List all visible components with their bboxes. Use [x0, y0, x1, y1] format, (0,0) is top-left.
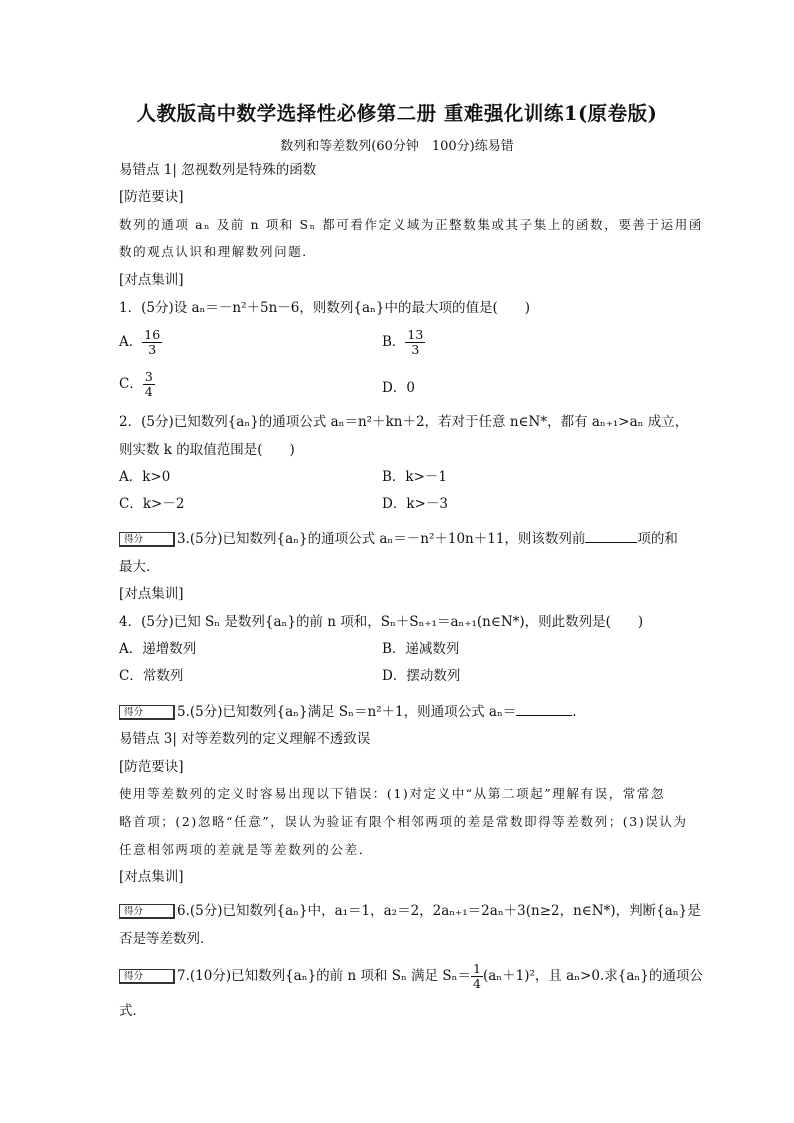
q1-option-b [382, 328, 425, 357]
section3-guide-line2: 略首项；(2)忽略“任意”，误认为验证有限个相邻两项的差是常数即得等差数列；(3)误认为 [119, 814, 688, 829]
section1-practice-label: [对点集训] [119, 272, 184, 288]
q6-stem-line1: 得分 6.(5分)已知数列{aₙ}中，a₁＝1，a₂＝2，2aₙ₊₁＝2aₙ＋3(n≥2，n∈N*)，判断{aₙ}是 [119, 902, 701, 920]
section3-heading: 易错点 3| 对等差数列的定义理解不透致误 [119, 731, 371, 747]
q4-option-a: A．递增数列 [119, 641, 197, 657]
q2-option-d: D．k>－3 [382, 496, 448, 512]
q3-stem: 得分 3.(5分)已知数列{aₙ}的通项公式 aₙ＝－n²＋10n＋11，则该数列前 项的和 [119, 530, 678, 548]
q4-option-b: B．递减数列 [382, 641, 460, 657]
q1-stem: 1．(5分)设 aₙ＝－n²＋5n－6，则数列{aₙ}中的最大项的值是( ) [119, 300, 530, 316]
section1-guide-label: [防范要诀] [119, 189, 184, 205]
section1-guide-line1: 数列的通项 aₙ 及前 n 项和 Sₙ 都可看作定义域为正整数集或其子集上的函数，要善于运用函 [119, 217, 703, 232]
q4-option-c: C．常数列 [119, 668, 184, 684]
q4-option-d: D．摆动数列 [382, 668, 461, 684]
fraction: $\frac{16}{3}$ [144, 327, 161, 357]
option-label: C． [119, 376, 143, 392]
section1-guide-line2: 数的观点认识和理解数列问题． [119, 244, 317, 259]
q4-stem: 4．(5分)已知 Sₙ 是数列{aₙ}的前 n 项和，Sₙ＋Sₙ₊₁＝aₙ₊₁(n∈N*)，则此数列是( ) [119, 614, 644, 630]
fraction: $\frac{1}{4}$ [473, 961, 481, 991]
q6-stem-line2: 否是等差数列． [119, 931, 214, 947]
answer-blank[interactable] [516, 703, 572, 716]
section3-guide-line1: 使用等差数列的定义时容易出现以下错误：(1)对定义中“从第二项起”理解有误，常常忽 [119, 786, 666, 801]
q2-option-c: C．k>－2 [119, 496, 185, 512]
q2-option-a: A．k>0 [119, 469, 171, 485]
section3-guide-line3: 任意相邻两项的差就是等差数列的公差． [119, 842, 373, 857]
fraction: $\frac{13}{3}$ [407, 327, 424, 357]
q1-option-c [119, 370, 155, 399]
document-subtitle: 数列和等差数列(60分钟 100分)练易错 [280, 139, 514, 154]
q2-stem-line1: 2．(5分)已知数列{aₙ}的通项公式 aₙ＝n²＋kn＋2，若对于任意 n∈N*，都有 aₙ₊₁>aₙ 成立， [119, 414, 689, 430]
q2-stem-line2: 则实数 k 的取值范围是( ) [119, 442, 295, 458]
fraction: $\frac{3}{4}$ [144, 369, 153, 399]
answer-blank[interactable] [585, 530, 637, 543]
q2-option-b: B．k>－1 [382, 469, 448, 485]
practice-label-2: [对点集训] [119, 586, 184, 602]
q3-stem-line2: 最大． [119, 559, 160, 575]
section3-guide-label: [防范要诀] [119, 759, 184, 775]
score-box: 得分 [119, 705, 175, 720]
score-box: 得分 [119, 904, 175, 919]
section3-practice-label: [对点集训] [119, 869, 184, 885]
score-box: 得分 [119, 532, 175, 547]
section1-heading: 易错点 1| 忽视数列是特殊的函数 [119, 162, 317, 178]
q1-option-d: D．0 [382, 380, 415, 396]
option-label: A． [119, 334, 143, 350]
option-label: B． [382, 334, 406, 350]
q7-stem: 得分 7.(10分)已知数列{aₙ}的前 n 项和 Sₙ 满足 Sₙ＝ $\frac{1}{4}$ (aₙ＋1)²，且 aₙ>0.求{aₙ}的通项公 [119, 962, 703, 991]
q1-option-a [119, 328, 162, 357]
q5-stem: 得分 5.(5分)已知数列{aₙ}满足 Sₙ＝n²＋1，则通项公式 aₙ＝ . [119, 703, 577, 721]
document-title: 人教版高中数学选择性必修第二册 重难强化训练1(原卷版) [136, 102, 658, 125]
q7-stem-line2: 式． [119, 1003, 146, 1019]
score-box: 得分 [119, 969, 175, 984]
